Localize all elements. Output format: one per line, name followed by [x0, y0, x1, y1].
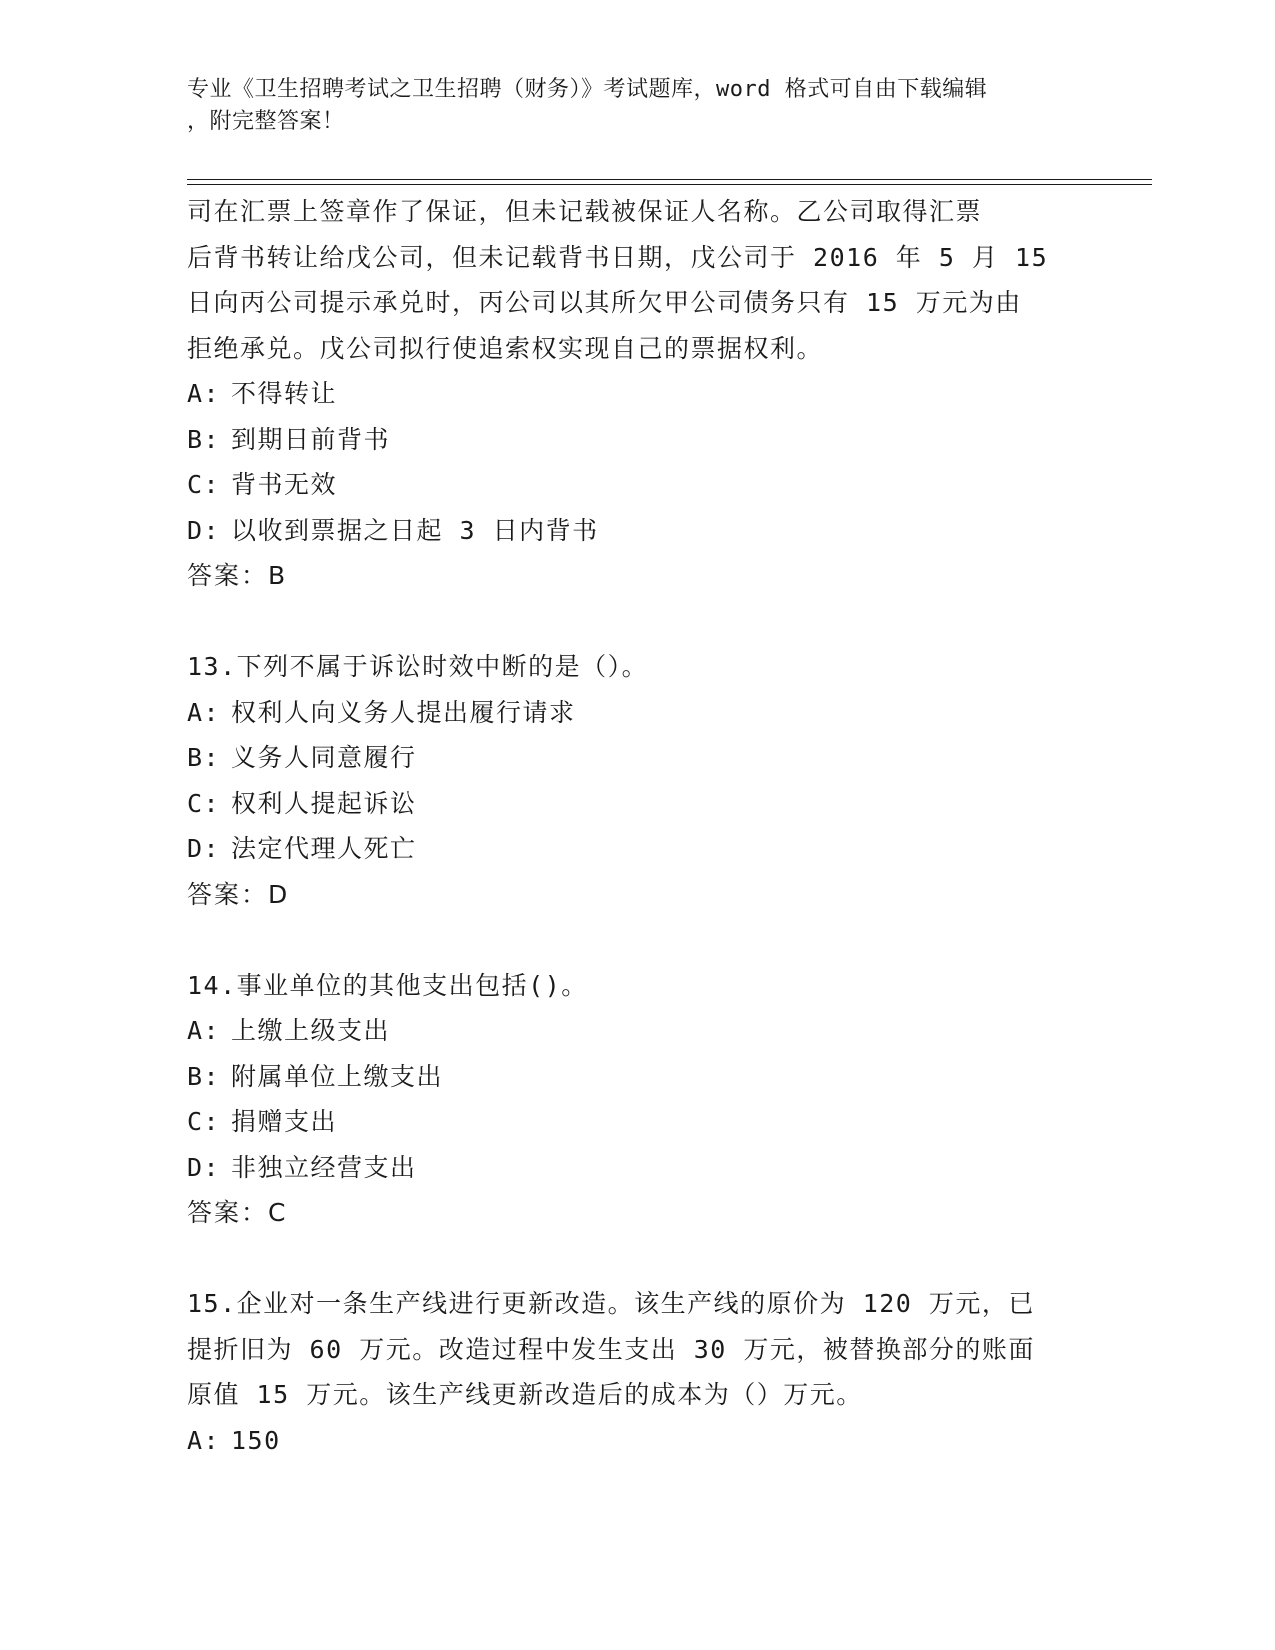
header-divider-bottom: [187, 184, 1152, 185]
option-text: 附属单位上缴支出: [231, 1061, 444, 1091]
answer-line: 答案：B: [187, 561, 288, 590]
option-a: [187, 690, 1087, 736]
option-text: 义务人同意履行: [231, 743, 417, 772]
question-stem-line: 后背书转让给戊公司，但未记载背书日期，戊公司于 2016 年 5 月 15: [187, 242, 1049, 272]
option-key: A:: [187, 379, 221, 408]
option-key: C:: [187, 788, 221, 818]
option-key: B:: [187, 424, 221, 454]
question-stem-line: 14.事业单位的其他支出包括()。: [187, 970, 588, 1000]
question-stem-line: 日向丙公司提示承兑时，丙公司以其所欠甲公司债务只有 15 万元为由: [187, 288, 1022, 317]
option-key: A:: [187, 1425, 221, 1455]
option-d: [187, 826, 1087, 872]
option-a: [187, 1008, 1087, 1054]
answer-line: 答案：C: [187, 1198, 288, 1227]
document-header: [187, 74, 1067, 138]
question-stem-line: 13.下列不属于诉讼时效中断的是（）。: [187, 652, 649, 681]
option-text: 背书无效: [231, 470, 338, 499]
option-key: B:: [187, 1061, 221, 1091]
option-c: [187, 1099, 1087, 1145]
option-text: 到期日前背书: [231, 424, 391, 454]
option-text: 捐赠支出: [231, 1107, 338, 1136]
option-b: [187, 417, 1087, 463]
option-key: C:: [187, 1107, 221, 1136]
question-13: [187, 644, 1087, 917]
option-text: 非独立经营支出: [231, 1152, 417, 1182]
spacer: [187, 917, 1087, 963]
spacer: [187, 1236, 1087, 1282]
option-a: [187, 371, 1087, 417]
header-title-line-2: ，附完整答案！: [187, 109, 345, 134]
option-b: [187, 1054, 1087, 1100]
option-text: 权利人提起诉讼: [231, 788, 417, 818]
option-d: [187, 1145, 1087, 1191]
option-key: C:: [187, 470, 221, 499]
option-key: D:: [187, 1152, 221, 1182]
option-d: [187, 508, 1087, 554]
answer-line: 答案：D: [187, 879, 290, 909]
option-text: 以收到票据之日起 3 日内背书: [231, 515, 599, 545]
header-title-line-1: 专业《卫生招聘考试之卫生招聘（财务）》考试题库，word 格式可自由下载编辑: [187, 77, 988, 102]
option-c: [187, 462, 1087, 508]
option-key: A:: [187, 1016, 221, 1045]
question-stem-line: 司在汇票上签章作了保证，但未记载被保证人名称。乙公司取得汇票: [187, 197, 983, 226]
question-14: [187, 963, 1087, 1236]
option-b: [187, 735, 1087, 781]
option-text: 150: [231, 1425, 281, 1455]
option-text: 上缴上级支出: [231, 1016, 391, 1045]
option-key: D:: [187, 515, 221, 545]
option-text: 法定代理人死亡: [231, 834, 417, 863]
option-text: 权利人向义务人提出履行请求: [231, 697, 576, 727]
option-key: A:: [187, 697, 221, 727]
header-divider-top: [187, 179, 1152, 180]
option-text: 不得转让: [231, 379, 338, 408]
question-15: [187, 1281, 1087, 1463]
question-12: [187, 189, 1087, 599]
question-stem-line: 15.企业对一条生产线进行更新改造。该生产线的原价为 120 万元，已: [187, 1289, 1035, 1318]
question-stem-line: 拒绝承兑。戊公司拟行使追索权实现自己的票据权利。: [187, 333, 824, 363]
question-content: [187, 189, 1087, 1463]
question-stem-line: 提折旧为 60 万元。改造过程中发生支出 30 万元，被替换部分的账面: [187, 1334, 1035, 1364]
option-key: D:: [187, 834, 221, 863]
option-key: B:: [187, 743, 221, 772]
option-a: [187, 1418, 1087, 1464]
spacer: [187, 599, 1087, 645]
question-stem-line: 原值 15 万元。该生产线更新改造后的成本为（）万元。: [187, 1380, 863, 1409]
option-c: [187, 781, 1087, 827]
